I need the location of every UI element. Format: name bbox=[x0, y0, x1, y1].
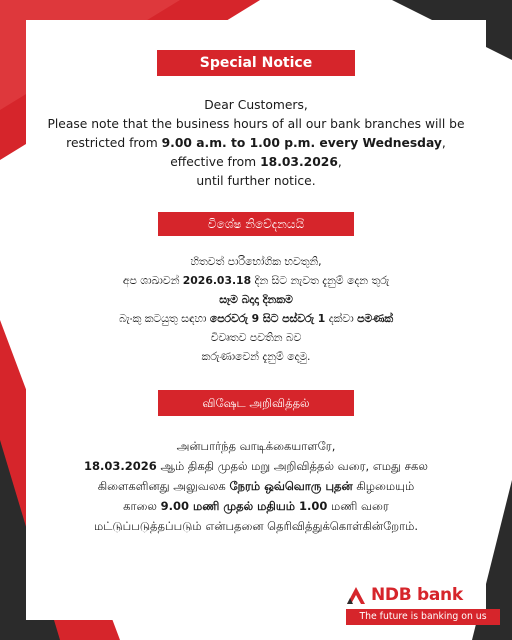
english-line bbox=[30, 134, 482, 153]
english-line bbox=[30, 153, 482, 172]
tamil-text: காலை bbox=[123, 499, 161, 513]
sinhala-notice bbox=[30, 252, 482, 366]
english-line bbox=[30, 96, 482, 115]
tamil-line bbox=[30, 476, 482, 496]
sinhala-text: බැංකු කටයුතු සඳහා bbox=[118, 312, 210, 325]
english-text: until further notice. bbox=[196, 174, 316, 188]
sinhala-text: හිතවත් පාරිභෝගික භවතුනි, bbox=[190, 255, 322, 268]
english-text: , bbox=[337, 155, 342, 169]
tamil-text: கிழமையும் bbox=[352, 479, 415, 493]
tamil-text: 9.00 மணி முதல் மதியம் 1.00 bbox=[160, 499, 328, 513]
tamil-line bbox=[30, 516, 482, 536]
ndb-logo bbox=[346, 584, 500, 628]
tamil-text: 18.03.2026 bbox=[84, 459, 157, 473]
tamil-line bbox=[30, 436, 482, 456]
sinhala-text: විවෘතව පවතින බව bbox=[210, 331, 302, 344]
sinhala-line bbox=[30, 328, 482, 347]
english-title-banner: Special Notice bbox=[157, 50, 355, 76]
sinhala-text: කරුණාවෙන් දැනුම් දෙමු. bbox=[201, 350, 311, 363]
sinhala-line bbox=[30, 252, 482, 271]
sinhala-text: අප ශාඛාවන් bbox=[122, 274, 183, 287]
english-text: effective from bbox=[170, 155, 261, 169]
tamil-notice bbox=[30, 436, 482, 536]
english-line bbox=[30, 172, 482, 191]
sinhala-text: පමණක් bbox=[357, 312, 394, 325]
tamil-text: ஆம் திகதி முதல் மறு அறிவித்தல் வரை, எமது சகல bbox=[156, 459, 428, 473]
brand-tagline: The future is banking on us bbox=[346, 609, 500, 625]
tamil-text: மணி வரை bbox=[327, 499, 389, 513]
english-text: , bbox=[441, 136, 446, 150]
sinhala-line bbox=[30, 290, 482, 309]
sinhala-line bbox=[30, 309, 482, 328]
brand-name: NDB bank bbox=[371, 585, 463, 605]
tamil-line bbox=[30, 496, 482, 516]
sinhala-title-banner: විශේෂ නිවේදනයයි bbox=[158, 212, 354, 236]
tamil-text: கிளைகளினது அலுவலக bbox=[97, 479, 230, 493]
english-text: Please note that the business hours of all our bank branches will be bbox=[47, 117, 465, 131]
sinhala-text: දක්වා bbox=[325, 312, 358, 325]
english-line bbox=[30, 115, 482, 134]
sinhala-text: 2026.03.18 bbox=[182, 274, 252, 287]
tamil-text: அன்பார்ந்த வாடிக்கையாளரே, bbox=[176, 439, 336, 453]
tamil-title-banner: விஷேட அறிவித்தல் bbox=[158, 390, 354, 416]
english-text: 9.00 a.m. to 1.00 p.m. every Wednesday bbox=[161, 136, 442, 150]
english-notice bbox=[30, 96, 482, 191]
english-text: 18.03.2026 bbox=[260, 155, 338, 169]
tamil-text: நேரம் ஒவ்வொரு புதன் bbox=[229, 479, 353, 493]
ndb-mark-icon bbox=[346, 585, 366, 605]
english-text: restricted from bbox=[66, 136, 162, 150]
sinhala-text: පෙරවරු 9 සිට පස්වරු 1 bbox=[209, 312, 326, 325]
sinhala-text: දින සිට නැවත දැනුම් දෙන තුරු bbox=[251, 274, 390, 287]
sinhala-line bbox=[30, 347, 482, 366]
english-text: Dear Customers, bbox=[204, 98, 308, 112]
sinhala-text: සෑම බදාදා දිනකම bbox=[219, 293, 293, 306]
sinhala-line bbox=[30, 271, 482, 290]
tamil-line bbox=[30, 456, 482, 476]
tamil-text: மட்டுப்படுத்தப்படும் என்பதனை தெரிவித்துக்கொள்கின்றோம். bbox=[94, 519, 418, 533]
